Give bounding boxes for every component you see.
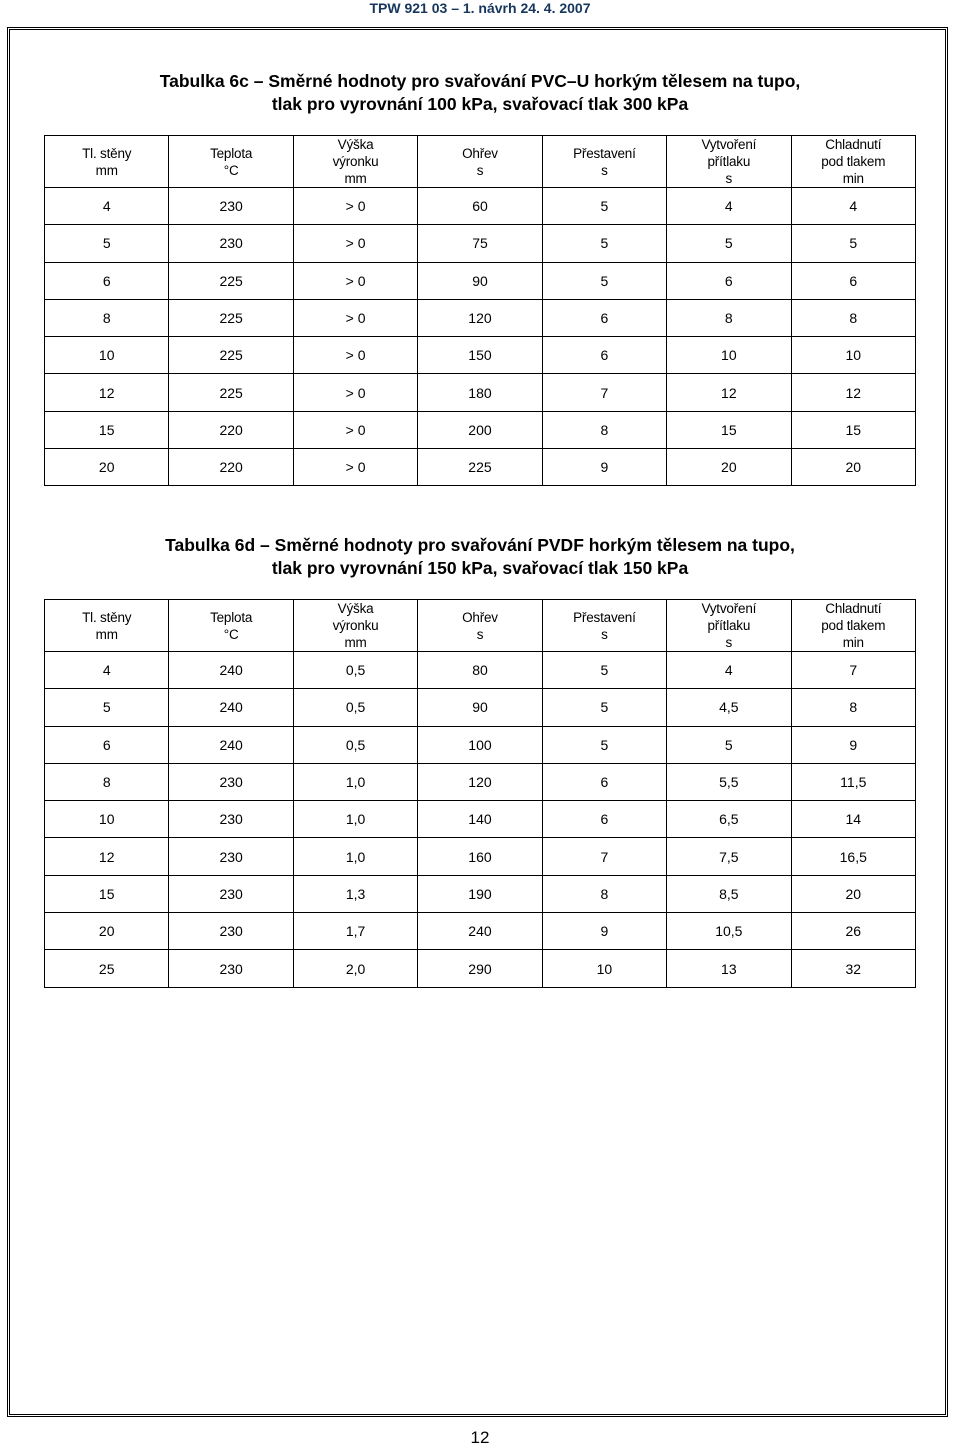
column-header-line: pod tlakem xyxy=(821,154,886,169)
table-cell: 6 xyxy=(667,262,791,299)
table-row xyxy=(45,950,916,987)
table-cell: 190 xyxy=(418,875,542,912)
column-header-line: mm xyxy=(344,635,367,650)
document-header: TPW 921 03 – 1. návrh 24. 4. 2007 xyxy=(369,0,591,16)
table-cell: 5 xyxy=(542,652,666,689)
table-cell: 60 xyxy=(418,188,542,225)
column-header-line: Chladnutí xyxy=(825,601,882,616)
table-cell: 26 xyxy=(791,913,915,950)
table-cell: 5 xyxy=(667,726,791,763)
table-cell: 20 xyxy=(667,449,791,486)
column-header xyxy=(791,600,915,652)
column-header-line: °C xyxy=(223,626,239,642)
table-row xyxy=(45,411,916,448)
column-header-line: mm xyxy=(344,171,367,186)
table-6d-title-line1: Tabulka 6d – Směrné hodnoty pro svařování PVDF horkým tělesem na tupo, xyxy=(165,535,795,555)
table-cell: 7,5 xyxy=(667,838,791,875)
table-cell: 1,0 xyxy=(293,838,417,875)
table-cell: 20 xyxy=(791,449,915,486)
table-cell: 150 xyxy=(418,337,542,374)
column-header-line: Teplota xyxy=(210,145,253,161)
column-header xyxy=(542,600,666,652)
table-row xyxy=(45,188,916,225)
table-header-row xyxy=(45,600,916,652)
table-6c xyxy=(44,135,916,486)
column-header-line: Tl. stěny xyxy=(82,145,132,161)
column-header-line: Výška xyxy=(337,137,374,152)
table-cell: 120 xyxy=(418,299,542,336)
page-number: 12 xyxy=(470,1428,490,1447)
table-cell: > 0 xyxy=(293,374,417,411)
table-cell: 7 xyxy=(542,838,666,875)
table-cell: 5 xyxy=(45,225,169,262)
column-header xyxy=(293,136,417,188)
column-header xyxy=(667,600,791,652)
table-cell: 90 xyxy=(418,262,542,299)
table-row xyxy=(45,801,916,838)
table-cell: 7 xyxy=(791,652,915,689)
table-6d-title-line2: tlak pro vyrovnání 150 kPa, svařovací tlak 150 kPa xyxy=(271,558,689,578)
table-6d-title xyxy=(0,534,960,580)
table-cell: > 0 xyxy=(293,262,417,299)
table-cell: 10 xyxy=(542,950,666,987)
column-header-line: mm xyxy=(95,162,118,178)
table-cell: 8 xyxy=(667,299,791,336)
table-cell: 290 xyxy=(418,950,542,987)
table-cell: 5 xyxy=(542,262,666,299)
table-cell: 6 xyxy=(542,801,666,838)
table-cell: 8 xyxy=(791,689,915,726)
table-cell: 5 xyxy=(45,689,169,726)
table-cell: 5 xyxy=(542,188,666,225)
column-header xyxy=(45,136,169,188)
table-cell: 11,5 xyxy=(791,763,915,800)
column-header-line: Ohřev xyxy=(462,609,498,625)
table-cell: 230 xyxy=(169,913,293,950)
table-cell: 6 xyxy=(45,262,169,299)
table-cell: 9 xyxy=(791,726,915,763)
table-row xyxy=(45,838,916,875)
table-cell: 15 xyxy=(667,411,791,448)
table-6c-title-line2: tlak pro vyrovnání 100 kPa, svařovací tlak 300 kPa xyxy=(271,94,689,114)
table-cell: 5 xyxy=(667,225,791,262)
table-cell: 5 xyxy=(542,726,666,763)
table-cell: 10 xyxy=(791,337,915,374)
table-cell: 5 xyxy=(791,225,915,262)
table-cell: 5 xyxy=(542,689,666,726)
table-cell: 230 xyxy=(169,763,293,800)
table-cell: 4 xyxy=(45,652,169,689)
column-header xyxy=(293,600,417,652)
column-header xyxy=(542,136,666,188)
table-cell: 15 xyxy=(791,411,915,448)
table-cell: 1,7 xyxy=(293,913,417,950)
table-cell: 0,5 xyxy=(293,689,417,726)
table-cell: 10 xyxy=(45,801,169,838)
table-cell: 8 xyxy=(542,875,666,912)
table-row xyxy=(45,374,916,411)
table-cell: 5 xyxy=(542,225,666,262)
table-cell: 220 xyxy=(169,411,293,448)
table-row xyxy=(45,337,916,374)
table-cell: 240 xyxy=(169,652,293,689)
table-cell: 8 xyxy=(45,299,169,336)
column-header-line: pod tlakem xyxy=(821,618,886,633)
table-cell: 4 xyxy=(45,188,169,225)
column-header xyxy=(418,136,542,188)
table-cell: 9 xyxy=(542,449,666,486)
table-cell: 6 xyxy=(791,262,915,299)
table-cell: 20 xyxy=(45,449,169,486)
table-cell: > 0 xyxy=(293,337,417,374)
table-cell: 1,0 xyxy=(293,801,417,838)
table-row xyxy=(45,726,916,763)
table-cell: 230 xyxy=(169,801,293,838)
table-6c-title xyxy=(0,70,960,116)
column-header xyxy=(169,136,293,188)
table-row xyxy=(45,763,916,800)
table-cell: 6 xyxy=(45,726,169,763)
table-cell: 6,5 xyxy=(667,801,791,838)
column-header xyxy=(667,136,791,188)
table-cell: 14 xyxy=(791,801,915,838)
table-cell: > 0 xyxy=(293,188,417,225)
table-row xyxy=(45,875,916,912)
column-header-line: s xyxy=(476,626,484,642)
column-header-line: Výška xyxy=(337,601,374,616)
table-cell: 15 xyxy=(45,411,169,448)
table-cell: 16,5 xyxy=(791,838,915,875)
column-header-line: výronku xyxy=(332,154,379,169)
column-header-line: Tl. stěny xyxy=(82,609,132,625)
table-cell: 13 xyxy=(667,950,791,987)
table-cell: 0,5 xyxy=(293,726,417,763)
table-cell: 12 xyxy=(45,838,169,875)
table-row xyxy=(45,225,916,262)
column-header-line: Přestavení xyxy=(573,609,636,625)
table-cell: 4,5 xyxy=(667,689,791,726)
table-cell: 240 xyxy=(418,913,542,950)
table-cell: 8,5 xyxy=(667,875,791,912)
column-header-line: min xyxy=(842,171,864,186)
table-cell: 8 xyxy=(791,299,915,336)
table-cell: 140 xyxy=(418,801,542,838)
table-cell: > 0 xyxy=(293,449,417,486)
table-cell: 4 xyxy=(667,652,791,689)
table-cell: 75 xyxy=(418,225,542,262)
table-cell: 5,5 xyxy=(667,763,791,800)
column-header-line: Přestavení xyxy=(573,145,636,161)
table-cell: 1,3 xyxy=(293,875,417,912)
table-cell: 20 xyxy=(45,913,169,950)
table-cell: 230 xyxy=(169,225,293,262)
column-header-line: Vytvoření xyxy=(701,601,757,616)
table-row xyxy=(45,913,916,950)
table-cell: 4 xyxy=(791,188,915,225)
column-header xyxy=(169,600,293,652)
table-cell: 6 xyxy=(542,763,666,800)
table-6c-title-line1: Tabulka 6c – Směrné hodnoty pro svařování PVC–U horkým tělesem na tupo, xyxy=(159,71,801,91)
table-cell: 80 xyxy=(418,652,542,689)
column-header-line: Vytvoření xyxy=(701,137,757,152)
table-cell: 2,0 xyxy=(293,950,417,987)
table-cell: 25 xyxy=(45,950,169,987)
table-cell: 0,5 xyxy=(293,652,417,689)
column-header-line: s xyxy=(725,635,733,650)
table-cell: 10,5 xyxy=(667,913,791,950)
column-header-line: Ohřev xyxy=(462,145,498,161)
table-cell: 1,0 xyxy=(293,763,417,800)
table-row xyxy=(45,652,916,689)
table-cell: 220 xyxy=(169,449,293,486)
table-cell: 240 xyxy=(169,726,293,763)
column-header-line: přítlaku xyxy=(707,618,751,633)
table-cell: 225 xyxy=(169,299,293,336)
table-cell: 180 xyxy=(418,374,542,411)
table-cell: > 0 xyxy=(293,411,417,448)
table-cell: 90 xyxy=(418,689,542,726)
column-header-line: s xyxy=(476,162,484,178)
table-cell: 12 xyxy=(791,374,915,411)
column-header xyxy=(45,600,169,652)
table-cell: 225 xyxy=(169,337,293,374)
column-header-line: Teplota xyxy=(210,609,253,625)
table-cell: 20 xyxy=(791,875,915,912)
column-header-line: mm xyxy=(95,626,118,642)
column-header-line: Chladnutí xyxy=(825,137,882,152)
table-cell: 12 xyxy=(45,374,169,411)
table-cell: 230 xyxy=(169,950,293,987)
table-cell: 7 xyxy=(542,374,666,411)
table-row xyxy=(45,449,916,486)
table-cell: 4 xyxy=(667,188,791,225)
column-header-line: s xyxy=(601,626,608,642)
column-header-line: min xyxy=(842,635,864,650)
table-cell: 10 xyxy=(45,337,169,374)
table-header-row xyxy=(45,136,916,188)
table-cell: 6 xyxy=(542,299,666,336)
table-row xyxy=(45,262,916,299)
table-cell: 9 xyxy=(542,913,666,950)
column-header xyxy=(418,600,542,652)
table-cell: > 0 xyxy=(293,225,417,262)
table-cell: 10 xyxy=(667,337,791,374)
table-6d xyxy=(44,599,916,988)
column-header-line: výronku xyxy=(332,618,379,633)
table-cell: 225 xyxy=(169,262,293,299)
table-cell: 8 xyxy=(542,411,666,448)
table-cell: 15 xyxy=(45,875,169,912)
table-cell: 225 xyxy=(169,374,293,411)
table-cell: 200 xyxy=(418,411,542,448)
table-row xyxy=(45,299,916,336)
table-cell: 225 xyxy=(418,449,542,486)
table-row xyxy=(45,689,916,726)
column-header-line: s xyxy=(725,171,733,186)
table-cell: 100 xyxy=(418,726,542,763)
table-cell: 32 xyxy=(791,950,915,987)
column-header xyxy=(791,136,915,188)
table-cell: > 0 xyxy=(293,299,417,336)
column-header-line: °C xyxy=(223,162,239,178)
table-cell: 230 xyxy=(169,188,293,225)
table-cell: 6 xyxy=(542,337,666,374)
table-cell: 240 xyxy=(169,689,293,726)
table-cell: 160 xyxy=(418,838,542,875)
table-cell: 230 xyxy=(169,875,293,912)
table-cell: 120 xyxy=(418,763,542,800)
table-cell: 8 xyxy=(45,763,169,800)
table-cell: 12 xyxy=(667,374,791,411)
table-cell: 230 xyxy=(169,838,293,875)
column-header-line: s xyxy=(601,162,608,178)
column-header-line: přítlaku xyxy=(707,154,751,169)
